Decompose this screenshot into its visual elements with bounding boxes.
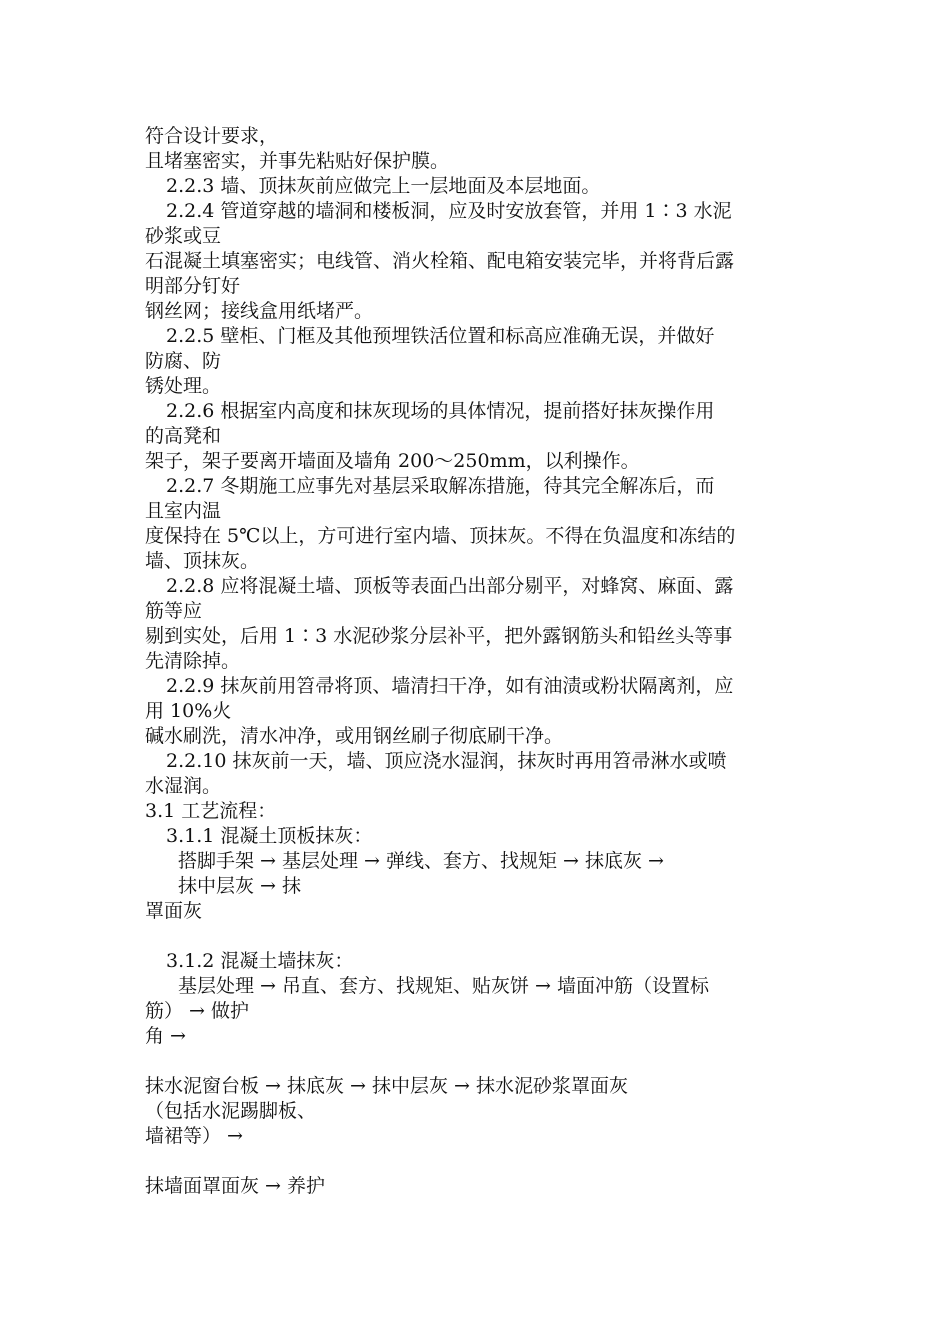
document-body [145,124,810,1199]
flow-step-line: 搭脚手架 → 基层处理 → 弹线、套方、找规矩 → 抹底灰 → [178,850,664,872]
section-3-1-heading: 3.1 工艺流程： [145,800,277,822]
flow-step-line: 基层处理 → 吊直、套方、找规矩、贴灰饼 → 墙面冲筋（设置标 [178,975,709,997]
text-line: 剔到实处，后用 1∶3 水泥砂浆分层补平，把外露钢筋头和铅丝头等事 [145,625,733,647]
text-line: 碱水刷洗，清水冲净，或用钢丝刷子彻底刷干净。 [145,725,564,747]
flow-step-line: 筋） → 做护 [145,1000,249,1022]
section-2-2-9: 2.2.9 抹灰前用笤帚将顶、墙清扫干净，如有油渍或粉状隔离剂，应 [166,675,734,697]
text-line: 且室内温 [145,500,222,522]
text-line: 架子，架子要离开墙面及墙角 200～250mm，以利操作。 [145,450,640,472]
text-line: 墙、顶抹灰。 [145,550,260,572]
section-3-1-1-heading: 3.1.1 混凝土顶板抹灰： [166,825,373,847]
blank-line [145,1049,810,1074]
text-line: 明部分钉好 [145,275,241,297]
section-2-2-6: 2.2.6 根据室内高度和抹灰现场的具体情况，提前搭好抹灰操作用 [166,400,715,422]
text-line: 水湿润。 [145,775,222,797]
blank-line [145,924,810,949]
flow-step-line: 抹中层灰 → 抹 [178,875,301,897]
text-line: 度保持在 5℃以上，方可进行室内墙、顶抹灰。不得在负温度和冻结的 [145,525,736,547]
section-2-2-4: 2.2.4 管道穿越的墙洞和楼板洞，应及时安放套管，并用 1∶3 水泥 [166,200,732,222]
section-2-2-3: 2.2.3 墙、顶抹灰前应做完上一层地面及本层地面。 [166,175,601,197]
text-line: 符合设计要求， [145,125,279,147]
text-line: 筋等应 [145,600,203,622]
flow-step-line: 抹水泥窗台板 → 抹底灰 → 抹中层灰 → 抹水泥砂浆罩面灰 [145,1075,628,1097]
flow-step-line: 墙裙等） → [145,1125,243,1147]
text-line: 的高凳和 [145,425,222,447]
flow-step-line: 罩面灰 [145,900,203,922]
flow-step-line: 抹墙面罩面灰 → 养护 [145,1175,325,1197]
flow-step-line: 角 → [145,1025,186,1047]
section-3-1-2-heading: 3.1.2 混凝土墙抹灰： [166,950,354,972]
blank-line [145,1149,810,1174]
text-line: 石混凝土填塞密实；电线管、消火栓箱、配电箱安装完毕，并将背后露 [145,250,735,272]
flow-step-line: （包括水泥踢脚板、 [145,1100,317,1122]
text-line: 防腐、防 [145,350,222,372]
text-line: 先清除掉。 [145,650,241,672]
text-line: 锈处理。 [145,375,222,397]
text-line: 且堵塞密实，并事先粘贴好保护膜。 [145,150,450,172]
section-2-2-5: 2.2.5 壁柜、门框及其他预埋铁活位置和标高应准确无误，并做好 [166,325,715,347]
text-line: 用 10%火 [145,700,232,722]
section-2-2-10: 2.2.10 抹灰前一天，墙、顶应浇水湿润，抹灰时再用笤帚淋水或喷 [166,750,727,772]
text-line: 砂浆或豆 [145,225,222,247]
section-2-2-8: 2.2.8 应将混凝土墙、顶板等表面凸出部分剔平，对蜂窝、麻面、露 [166,575,734,597]
section-2-2-7: 2.2.7 冬期施工应事先对基层采取解冻措施，待其完全解冻后，而 [166,475,715,497]
text-line: 钢丝网；接线盒用纸堵严。 [145,300,374,322]
